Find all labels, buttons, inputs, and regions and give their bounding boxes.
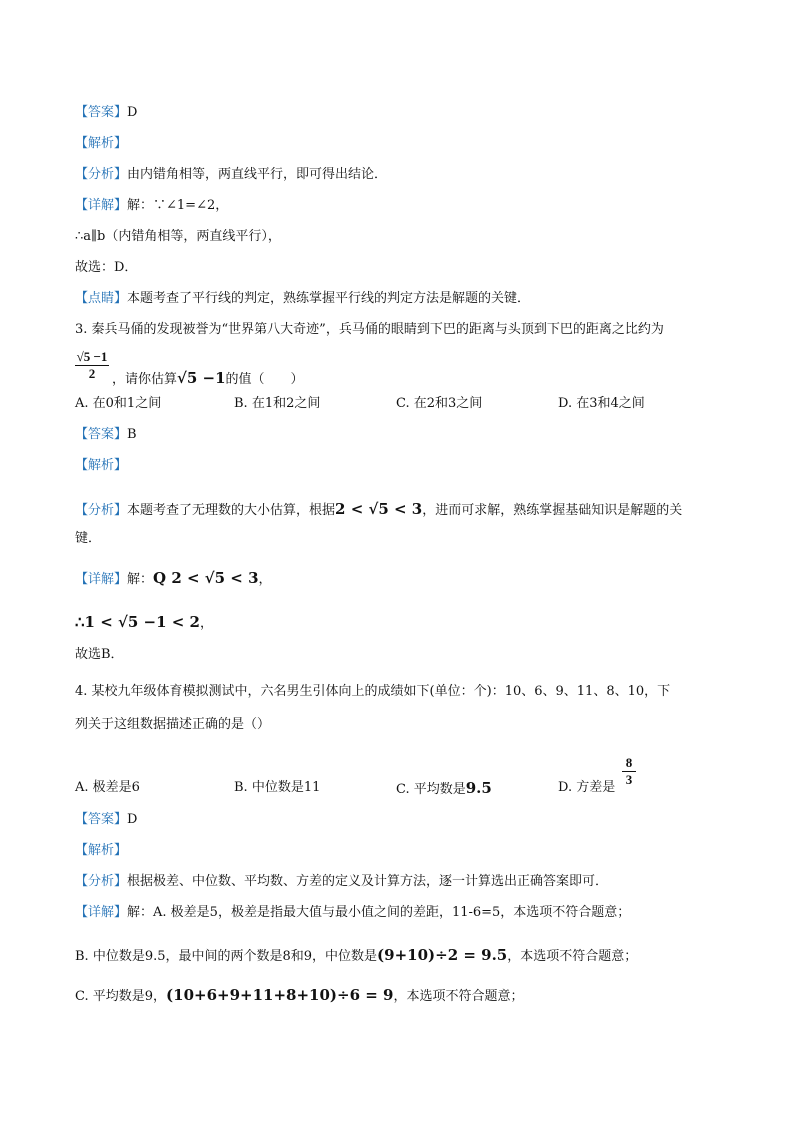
- q3-detail-expr: Q 2 < √5 < 3: [153, 569, 259, 587]
- q4-b-b: ，本选项不符合题意；: [507, 949, 638, 964]
- q3-option-c: C. 在2和3之间: [396, 396, 483, 411]
- q4-opt-d-numerator: 8: [625, 755, 633, 770]
- q3-stem2-a: ，请你估算: [112, 372, 178, 387]
- q3-detail-b: ，: [258, 572, 272, 587]
- q3-detail-a: 解：: [127, 572, 154, 587]
- q3-therefore-b: ，: [199, 616, 213, 631]
- detail-label: 【详解】: [75, 572, 128, 587]
- q4-b-expr: (9+10)÷2 = 9.5: [377, 946, 508, 964]
- q4-stem-line2: [75, 717, 270, 733]
- q2-answer-line: [75, 105, 137, 121]
- q3-therefore-line: [75, 614, 213, 632]
- q4-opt-d-denominator: 3: [625, 772, 633, 787]
- q4-stem-a: 4. 某校九年级体育模拟测试中，六名男生引体向上的成绩如下: [75, 684, 430, 699]
- q3-stem2-expr: √5 −1: [177, 369, 226, 387]
- q4-detail-line: [75, 905, 630, 921]
- answer-value: B: [127, 427, 137, 442]
- q3-analyze-a: 本题考查了无理数的大小估算，根据: [127, 503, 336, 518]
- q2-choose-line: [75, 260, 137, 276]
- q4-option-d-label: D. 方差是: [558, 780, 616, 795]
- q3-option-a: A. 在0和1之间: [75, 396, 162, 411]
- q3-option-b: B. 在1和2之间: [234, 396, 321, 411]
- q3-analyze-line2-text: 键．: [75, 531, 102, 546]
- q3-analyze-line2: [75, 531, 101, 547]
- answer-label: 【答案】: [75, 105, 128, 120]
- q4-analyze-text: 根据极差、中位数、平均数、方差的定义及计算方法，逐一计算选出正确答案即可．: [127, 874, 609, 889]
- q4-answer-line: [75, 812, 137, 828]
- detail-label: 【详解】: [75, 198, 128, 213]
- detail-text: 解：∵∠1=∠2，: [127, 198, 229, 213]
- answer-value: D: [127, 812, 138, 827]
- q4-option-c: [396, 780, 492, 798]
- q3-fraction: [75, 350, 109, 381]
- q3-choose-text: 故选B．: [75, 647, 124, 662]
- q4-b-line: [75, 947, 637, 965]
- q4-option-d-fraction: [622, 756, 636, 787]
- q3-analyze-line: [75, 501, 682, 519]
- analyze-label: 【分析】: [75, 503, 128, 518]
- q4-analysis-line: [75, 843, 127, 859]
- q3-frac-numerator: √5 −1: [76, 349, 108, 364]
- analyze-label: 【分析】: [75, 874, 128, 889]
- q4-analyze-line: [75, 874, 608, 890]
- analysis-label: 【解析】: [75, 136, 128, 151]
- q3-frac-denominator: 2: [88, 366, 96, 381]
- q3-choose-line: [75, 647, 124, 663]
- answer-value: D: [127, 105, 138, 120]
- q3-therefore-expr: ∴1 < √5 −1 < 2: [75, 613, 200, 631]
- q4-option-a: A. 极差是6: [75, 780, 140, 795]
- q3-answer-line: [75, 427, 137, 443]
- q4-c-line: [75, 987, 523, 1005]
- q4-option-c-label: C. 平均数是: [396, 782, 466, 797]
- choose-text: 故选：D．: [75, 260, 138, 275]
- therefore-text: ∴a∥b（内错角相等，两直线平行），: [75, 229, 281, 244]
- q4-stem-line2-text: 列关于这组数据描述正确的是（）: [75, 717, 271, 732]
- q4-option-b: B. 中位数是11: [234, 780, 321, 795]
- q4-c-a: C. 平均数是9，: [75, 989, 167, 1004]
- q2-detail-line: [75, 198, 228, 214]
- q2-analyze-line: [75, 167, 387, 183]
- q3-stem2-b: 的值（ ）: [225, 372, 304, 387]
- q4-stem-b: ：10、6、9、11、8、10，下: [491, 684, 671, 699]
- q4-detail-text: 解：A. 极差是5，极差是指最大值与最小值之间的差距，11-6=5，本选项不符合题意；: [127, 905, 631, 920]
- analyze-text: 由内错角相等，两直线平行，即可得出结论．: [127, 167, 388, 182]
- q4-option-d: [558, 780, 615, 796]
- q2-analysis-line: [75, 136, 127, 152]
- comment-label: 【点睛】: [75, 291, 128, 306]
- q4-c-b: ，本选项不符合题意；: [393, 989, 524, 1004]
- q2-comment-line: [75, 291, 530, 307]
- q4-stem-line1: [75, 684, 670, 700]
- answer-label: 【答案】: [75, 427, 128, 442]
- q4-c-expr: (10+6+9+11+8+10)÷6 = 9: [166, 986, 394, 1004]
- q3-option-d: D. 在3和4之间: [558, 396, 645, 411]
- q3-stem-line2: [112, 370, 304, 388]
- answer-label: 【答案】: [75, 812, 128, 827]
- analysis-label: 【解析】: [75, 458, 128, 473]
- q3-stem-text: 3. 秦兵马俑的发现被誉为“世界第八大奇迹”，兵马俑的眼睛到下巴的距离与头顶到下巴的距离之比约为: [75, 322, 664, 337]
- comment-text: 本题考查了平行线的判定，熟练掌握平行线的判定方法是解题的关键．: [127, 291, 531, 306]
- q3-stem-line1: [75, 322, 664, 338]
- q3-analyze-expr: 2 < √5 < 3: [335, 500, 423, 518]
- q4-stem-unit: (单位：个): [429, 684, 492, 699]
- detail-label: 【详解】: [75, 905, 128, 920]
- q2-therefore-line: [75, 229, 281, 245]
- q4-b-a: B. 中位数是9.5，最中间的两个数是8和9，中位数是: [75, 949, 378, 964]
- q3-detail-line: [75, 570, 272, 588]
- q4-option-c-value: 9.5: [465, 779, 492, 797]
- q3-analysis-line: [75, 458, 127, 474]
- analysis-label: 【解析】: [75, 843, 128, 858]
- analyze-label: 【分析】: [75, 167, 128, 182]
- q3-analyze-b: ，进而可求解，熟练掌握基础知识是解题的关: [422, 503, 683, 518]
